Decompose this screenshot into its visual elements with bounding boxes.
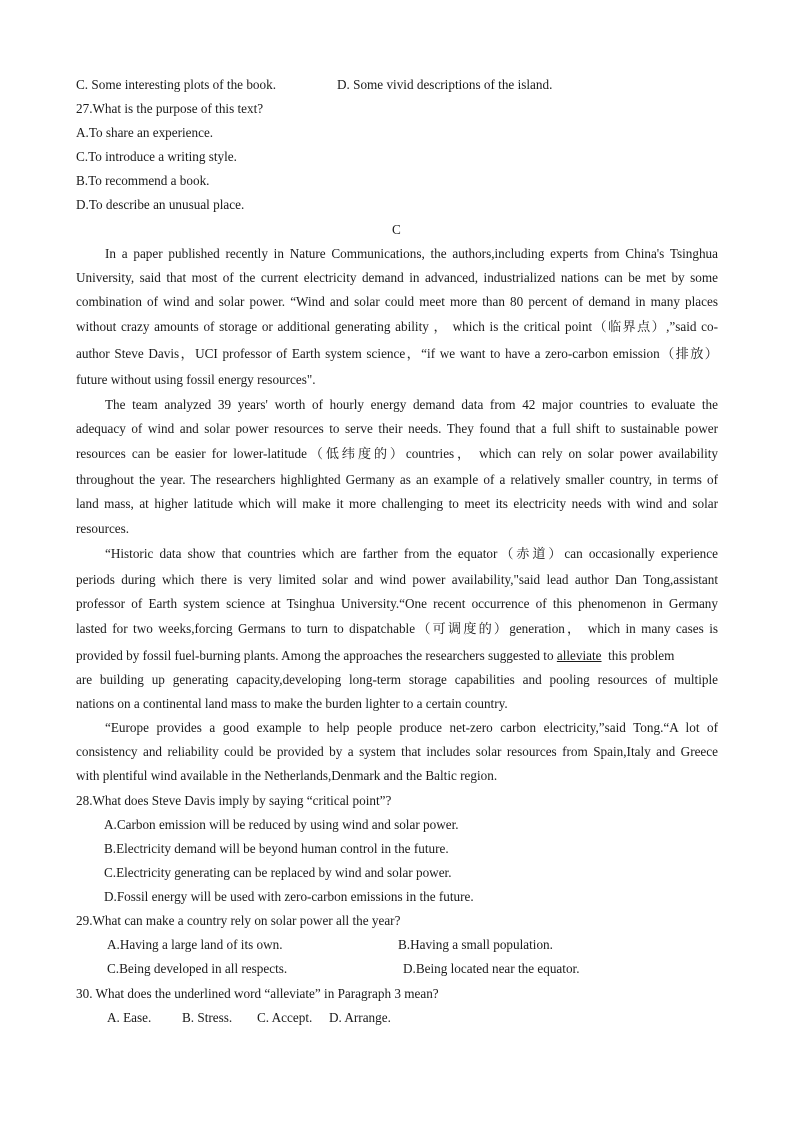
p3-line-5 bbox=[76, 647, 674, 665]
p2-line-6: resources. bbox=[76, 521, 130, 536]
p3-line-2: periods during which there is very limited solar and wind power availability,"said lead author Dan Tong,assistant bbox=[76, 572, 718, 587]
p2-line-4: throughout the year. The researchers highlighted Germany as an example of a relatively smaller country, in terms of bbox=[76, 472, 718, 487]
p1-line-6: future without using fossil energy resources". bbox=[76, 372, 316, 387]
q29-option-c: C.Being developed in all respects. bbox=[107, 961, 288, 976]
q30-option-d: D. Arrange. bbox=[329, 1010, 391, 1025]
q28-option-b: B.Electricity demand will be beyond human control in the future. bbox=[104, 841, 449, 856]
q28-option-d: D.Fossil energy will be used with zero-carbon emissions in the future. bbox=[104, 889, 474, 904]
p1-line-1: In a paper published recently in Nature Communications, the authors,including experts from China's Tsinghua bbox=[105, 246, 718, 261]
p1-line-3: combination of wind and solar power. “Wind and solar could meet more than 80 percent of demand in many places bbox=[76, 294, 718, 309]
q30-option-b: B. Stress. bbox=[182, 1010, 233, 1025]
q28-option-c: C.Electricity generating can be replaced by wind and solar power. bbox=[104, 865, 452, 880]
section-label: C bbox=[392, 222, 401, 237]
p1-line-5: author Steve Davis，UCI professor of Earth system science，“if we want to have a zero-carbon emission（排放） bbox=[76, 346, 718, 361]
q28-option-a: A.Carbon emission will be reduced by using wind and solar power. bbox=[104, 817, 459, 832]
p3-line-5-tail: this problem bbox=[601, 648, 675, 663]
q30-question: 30. What does the underlined word “alleviate” in Paragraph 3 mean? bbox=[76, 986, 439, 1001]
q26-option-d: D. Some vivid descriptions of the island. bbox=[337, 77, 553, 92]
q28-question: 28.What does Steve Davis imply by saying “critical point”? bbox=[76, 793, 392, 808]
p3-line-5-text: provided by fossil fuel-burning plants. Among the approaches the researchers suggested to bbox=[76, 648, 557, 663]
q29-option-a: A.Having a large land of its own. bbox=[107, 937, 283, 952]
p3-line-6: are building up generating capacity,developing long-term storage capabilities and pooling resources of multiple bbox=[76, 672, 718, 687]
p2-line-5: land mass, at higher latitude which will make it more challenging to meet its electricity needs with wind and solar bbox=[76, 496, 718, 511]
p4-line-2: consistency and reliability could be provided by a system that includes solar resources from Spain,Italy and Greece bbox=[76, 744, 718, 759]
q29-question: 29.What can make a country rely on solar power all the year? bbox=[76, 913, 401, 928]
p2-line-1: The team analyzed 39 years' worth of hourly energy demand data from 42 major countries to evaluate the bbox=[105, 397, 718, 412]
p4-line-3: with plentiful wind available in the Netherlands,Denmark and the Baltic region. bbox=[76, 768, 498, 783]
q27-option-a: A.To share an experience. bbox=[76, 125, 214, 140]
p3-line-3: professor of Earth system science at Tsinghua University.“One recent occurrence of this phenomenon in Germany bbox=[76, 596, 718, 611]
q27-question: 27.What is the purpose of this text? bbox=[76, 101, 264, 116]
p3-line-4: lasted for two weeks,forcing Germans to turn to dispatchable（可调度的）generation， which in many cases is bbox=[76, 621, 718, 636]
p1-line-4: without crazy amounts of storage or additional generating ability ， which is the critical point（临界点）,”said co- bbox=[76, 319, 718, 334]
q30-option-a: A. Ease. bbox=[107, 1010, 152, 1025]
underlined-word-alleviate: alleviate bbox=[556, 648, 602, 663]
q29-option-b: B.Having a small population. bbox=[398, 937, 553, 952]
q27-option-b: B.To recommend a book. bbox=[76, 173, 210, 188]
q27-option-d: D.To describe an unusual place. bbox=[76, 197, 245, 212]
q29-option-d: D.Being located near the equator. bbox=[403, 961, 580, 976]
p2-line-3: resources can be easier for lower-latitude（低纬度的）countries， which can rely on solar power availability bbox=[76, 446, 718, 461]
p4-line-1: “Europe provides a good example to help people produce net-zero carbon electricity,”said Tong.“A lot of bbox=[105, 720, 718, 735]
q27-option-c: C.To introduce a writing style. bbox=[76, 149, 237, 164]
p3-line-7: nations on a continental land mass to make the burden lighter to a certain country. bbox=[76, 696, 508, 711]
p3-line-1: “Historic data show that countries which are farther from the equator（赤道）can occasionally experience bbox=[105, 546, 718, 561]
p1-line-2: University, said that most of the current electricity demand in advanced, industrialized nations can be met by some bbox=[76, 270, 718, 285]
p2-line-2: adequacy of wind and solar power resources to serve their needs. They found that a full shift to sustainable power bbox=[76, 421, 718, 436]
q30-option-c: C. Accept. bbox=[257, 1010, 313, 1025]
q26-option-c: C. Some interesting plots of the book. bbox=[76, 77, 276, 92]
